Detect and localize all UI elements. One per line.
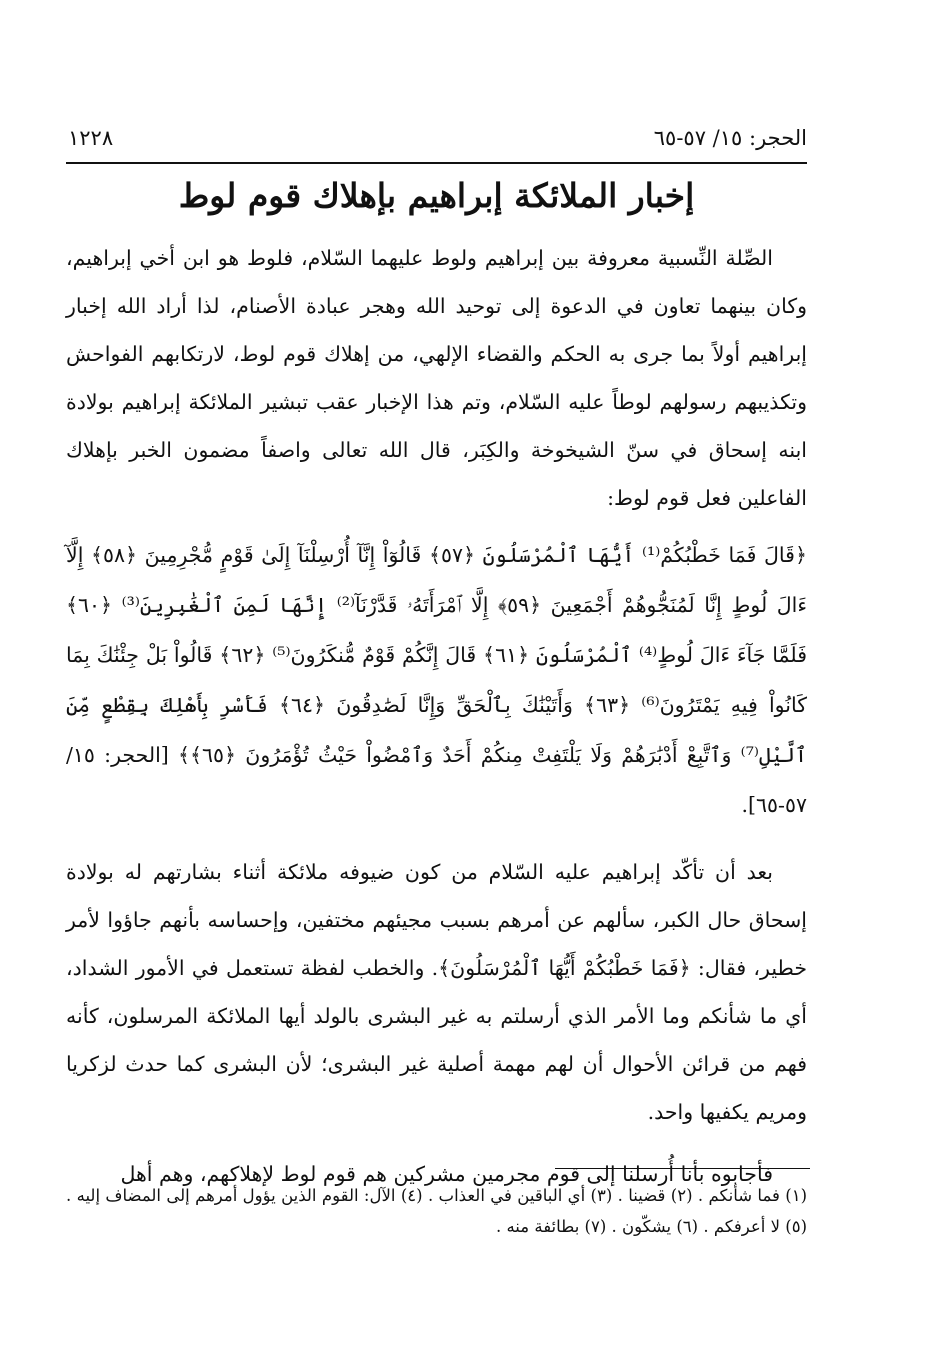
body-text: [66, 234, 807, 1198]
running-header: [68, 118, 807, 158]
answer-paragraph: فأجابوه بأنا أُرسلنا إلى قوم مجرمين مشركين هم قوم لوط لإهلاكهم، وهم أهل: [120, 1162, 773, 1186]
header-rule: [66, 162, 807, 164]
explanation-paragraph: بعد أن تأكّد إبراهيم عليه السّلام من كون ضيوفه ملائكة أثناء بشارتهم له بولادة إسحاق حال الكبر، سألهم عن أمرهم بسبب مجيئهم مختفين، وإحساسه بأنهم جاؤوا لأمر خطير، فقال: ﴿فَمَا خَطْبُكُمْ أَيُّهَا ٱلْمُرْسَلُونَ﴾. والخطب لفظة تستعمل في الأمور الشداد، أي ما شأنكم وما الأمر الذي أرسلتم به غير البشرى بالولد أيها الملائكة المرسلون، كأنه فهم من قرائن الأحوال أن لهم مهمة أصلية غير البشرى؛ لأن البشرى كما حدث لزكريا ومريم يكفيها واحد.: [66, 860, 807, 1124]
intro-paragraph: الصِّلة النِّسبية معروفة بين إبراهيم ولوط عليهما السّلام، فلوط هو ابن أخي إبراهيم، وكان بينهما تعاون في الدعوة إلى توحيد الله وهجر عبادة الأصنام، لذا أراد الله إخبار إبراهيم أولاً بما جرى به الحكم والقضاء الإلهي، من إهلاك قوم لوط، لارتكابهم الفواحش وتكذيبهم رسولهم لوطاً عليه السّلام، وتم هذا الإخبار عقب تبشير الملائكة إبراهيم بولادة ابنه إسحاق في سنّ الشيخوخة والكِبَر، قال الله تعالى واصفاً مضمون الخبر بإهلاك الفاعلين فعل قوم لوط:: [66, 246, 807, 510]
section-title: إخبار الملائكة إبراهيم بإهلاك قوم لوط: [178, 176, 695, 215]
footnotes: (١) فما شأنكم . (٢) قضينا . (٣) أي الباقين في العذاب . (٤) الآل: القوم الذين يؤول أمرهم إلى المضاف إليه . (٥) لا أعرفكم . (٦) يشكّون . (٧) بطائفة منه .: [66, 1186, 807, 1236]
quran-verses: ﴿قَالَ فَمَا خَطْبُكُمْ⁽¹⁾ أَيُّهَا ٱلْمُرْسَلُونَ ﴿٥٧﴾ قَالُوٓاْ إِنَّآ أُرْسِلْنَآ إِلَىٰ قَوْمٍ مُّجْرِمِينَ ﴿٥٨﴾ إِلَّآ ءَالَ لُوطٍ إِنَّا لَمُنَجُّوهُمْ أَجْمَعِينَ ﴿٥٩﴾ إِلَّا ٱمْرَأَتَهُۥ قَدَّرْنَآ⁽²⁾ إِنَّهَا لَمِنَ ٱلْغَٰبِرِينَ⁽³⁾ ﴿٦٠﴾ فَلَمَّا جَآءَ ءَالَ لُوطٍ⁽⁴⁾ ٱلْمُرْسَلُونَ ﴿٦١﴾ قَالَ إِنَّكُمْ قَوْمٌ مُّنكَرُونَ⁽⁵⁾ ﴿٦٢﴾ قَالُواْ بَلْ جِئْنَٰكَ بِمَا كَانُواْ فِيهِ يَمْتَرُونَ⁽⁶⁾ ﴿٦٣﴾ وَأَتَيْنَٰكَ بِٱلْحَقِّ وَإِنَّا لَصَٰدِقُونَ ﴿٦٤﴾ فَأَسْرِ بِأَهْلِكَ بِقِطْعٍ مِّنَ ٱلَّيْلِ⁽⁷⁾ وَٱتَّبِعْ أَدْبَٰرَهُمْ وَلَا يَلْتَفِتْ مِنكُمْ أَحَدٌ وَٱمْضُواْ حَيْثُ تُؤْمَرُونَ ﴿٦٥﴾﴾ [الحجر: ١٥/ ٥٧-٦٥].: [66, 543, 807, 817]
footnote-rule: [555, 1168, 810, 1169]
chapter-reference: الحجر: ١٥/ ٥٧-٦٥: [653, 126, 807, 150]
page-number: ١٢٢٨: [68, 126, 114, 150]
